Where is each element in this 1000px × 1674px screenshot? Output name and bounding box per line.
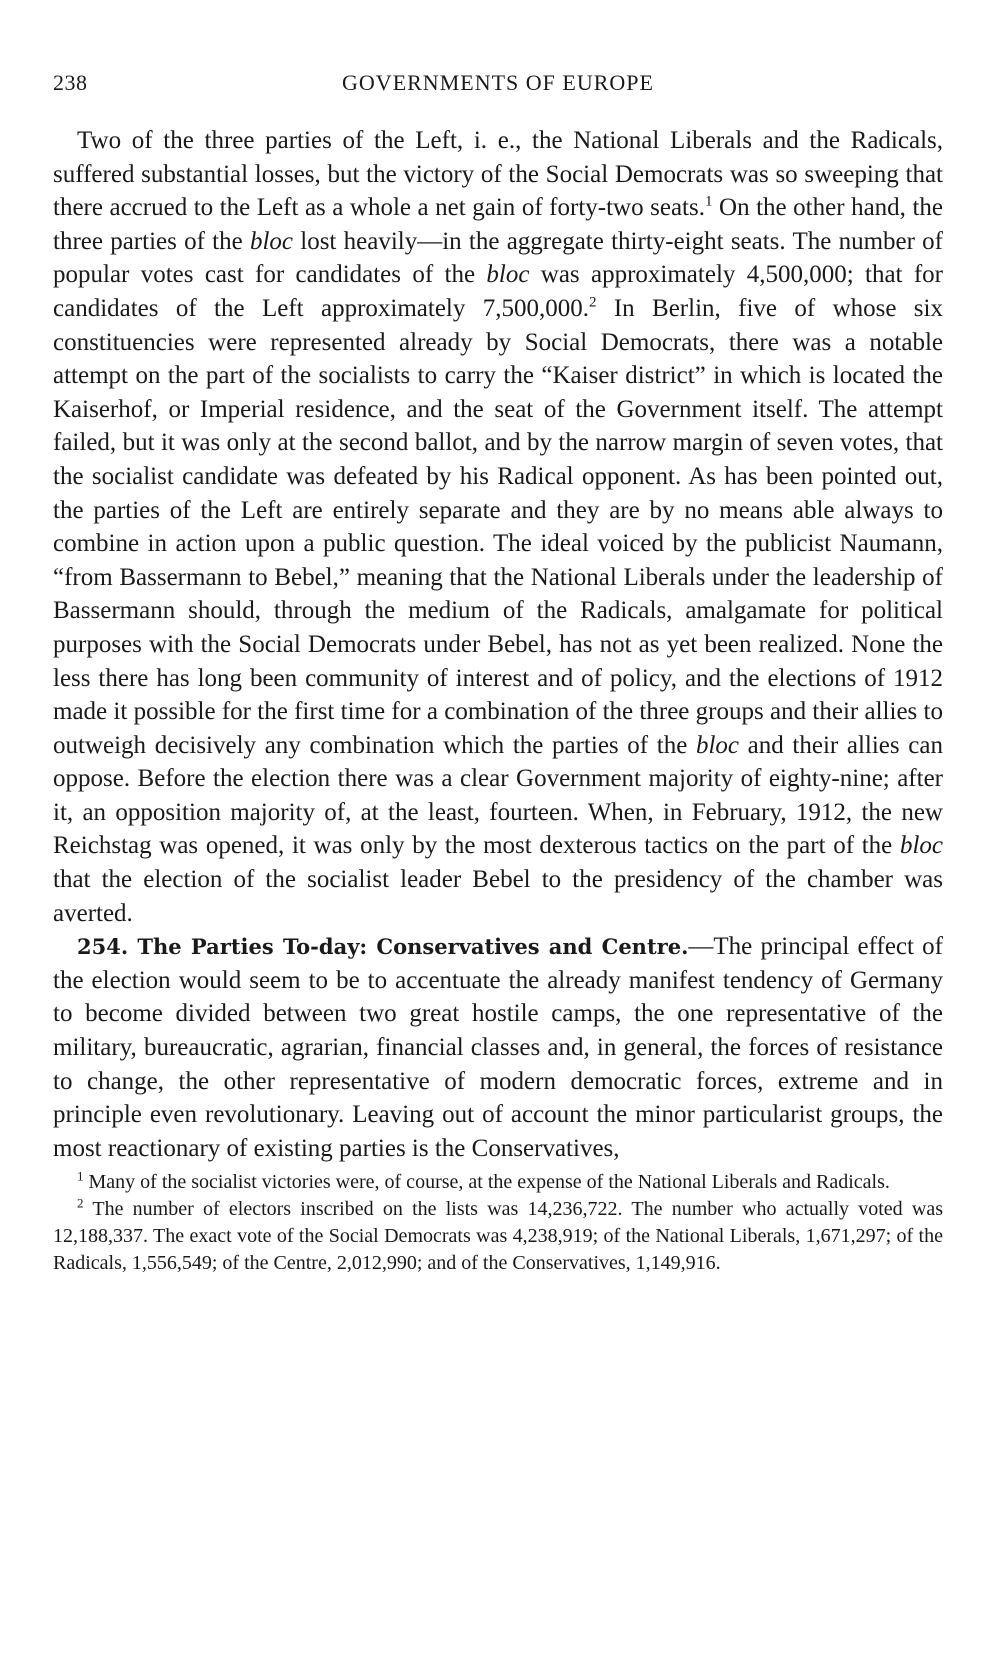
footnote-ref: 2 [588,294,597,311]
footnote-ref: 1 [705,193,713,210]
running-head [53,70,943,110]
footnote [53,1196,943,1277]
footnote-mark: 1 [77,1168,84,1184]
section-heading: 254. The Parties To-day: Conservatives and Centre. [77,934,689,960]
section-paragraph [53,930,943,1165]
footnote-text: Many of the socialist victories were, of course, at the expense of the National Liberals and Radicals. [83,1171,890,1194]
text-run: that the election of the socialist leader Bebel to the presidency of the chamber was averted. [53,866,943,927]
italic-term: bloc [695,731,740,759]
text-run: On the other hand, the three parties of the [53,194,944,255]
footnote [53,1169,943,1196]
italic-term: bloc [899,832,943,860]
page-number: 238 [53,70,88,95]
body-text [53,124,943,1165]
italic-term: bloc [486,261,530,289]
text-run: lost heavily—in the aggregate thirty-eight seats. The number of popular votes cast for candidates of the [53,227,944,289]
text-run: —The principal effect of the election would seem to be to accentuate the already manifest tendency of Germany to become divided between two great hostile camps, the one representative of the military, bureaucratic, agrarian, financial classes and, in general, the forces of resistance to change, the other representative of modern democratic forces, extreme and in principle even revolutionary. Leaving out of account the minor particularist groups, the most reactionary of existing parties is the Conservatives, [53,933,943,1162]
text-run: was approximately 4,500,000; that for candidates of the Left approximately 7,500,000. [53,261,943,322]
text-run: Two of the three parties of the Left, i. e., the National Liberals and the Radicals, suffered substantial losses, but the victory of the Social Democrats was so sweeping that there accrued to the Left as a whole a net gain of forty-two seats. [53,127,943,222]
footnotes [53,1169,943,1277]
text-run: and their allies can oppose. Before the election there was a clear Government majority of eighty-nine; after it, an opposition majority of, at the least, fourteen. When, in February, 1912, the new Reichstag was opened, it was only by the most dexterous tactics on the part of the [53,731,943,860]
italic-term: bloc [249,227,294,255]
book-page [53,70,943,1277]
paragraph [53,124,943,930]
footnote-text: The number of electors inscribed on the lists was 14,236,722. The number who actually voted was 12,188,337. The exact vote of the Social Democrats was 4,238,919; of the National Liberals, 1,671,297; of the Radicals, 1,556,549; of the Centre, 2,012,990; and of the Conservatives, 1,149,916. [53,1198,943,1275]
running-title: GOVERNMENTS OF EUROPE [342,70,654,95]
text-run: In Berlin, five of whose six constituencies were represented already by Social Democrats, there was a notable attempt on the part of the socialists to carry the “Kaiser district” in which is located the Kaiserhof, or Imperial residence, and the seat of the Government itself. The attempt failed, but it was only at the second ballot, and by the narrow margin of seven votes, that the socialist candidate was defeated by his Radical opponent. As has been pointed out, the parties of the Left are entirely separate and they are by no means able always to combine in action upon a public question. The ideal voiced by the publicist Naumann, “from Bassermann to Bebel,” meaning that the National Liberals under the leadership of Bassermann should, through the medium of the Radicals, amalgamate for political purposes with the Social Democrats under Bebel, has not as yet been realized. None the less there has long been community of interest and of policy, and the elections of 1912 made it possible for the first time for a combination of the three groups and their allies to outweigh decisively any combination which the parties of the [53,294,943,759]
footnote-mark: 2 [77,1195,84,1211]
